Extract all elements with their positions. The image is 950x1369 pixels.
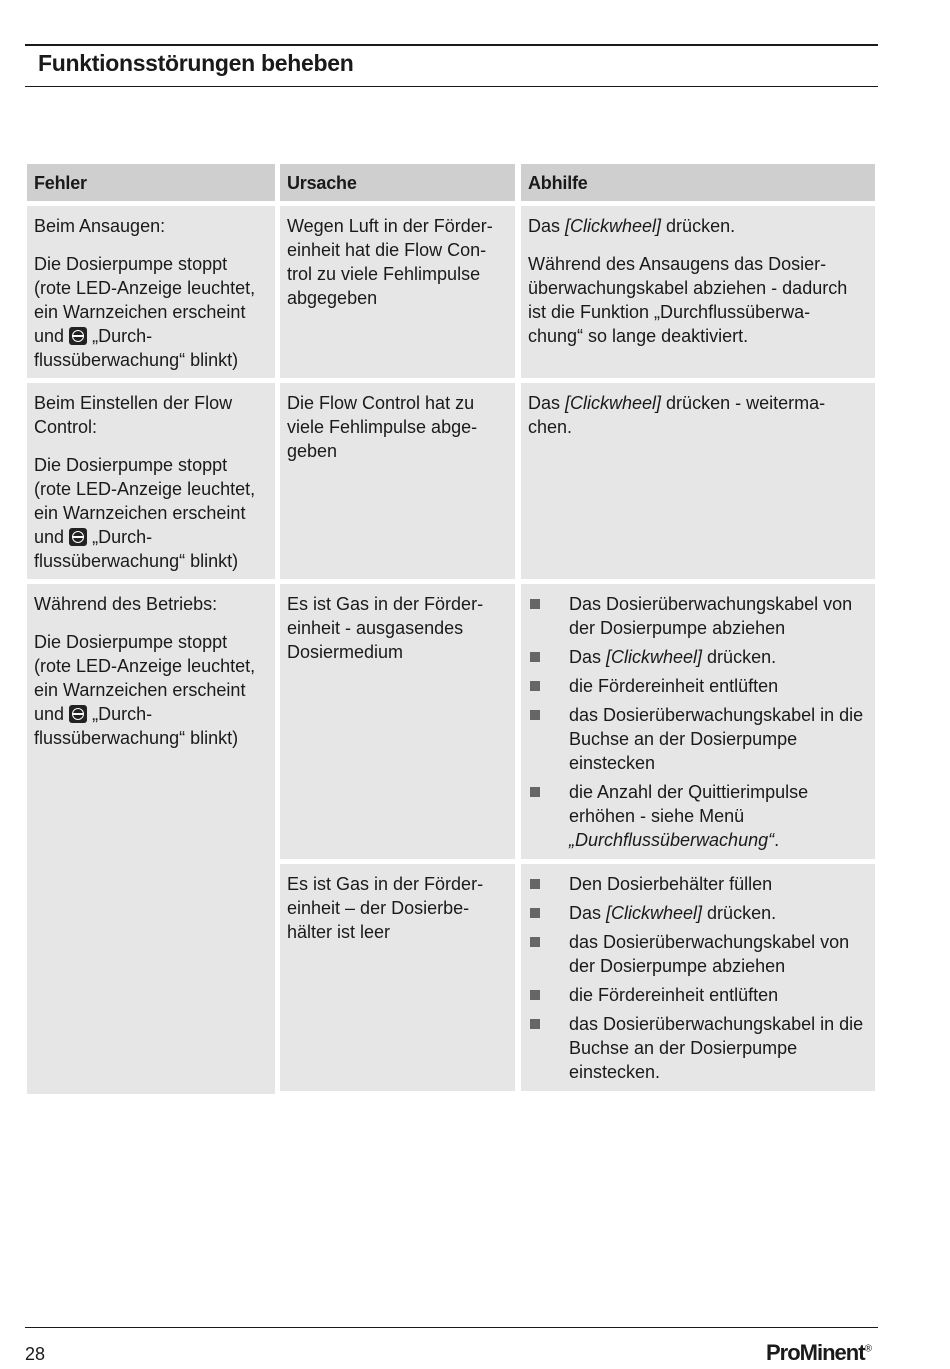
list-item: Das [Clickwheel] drücken. <box>528 645 868 669</box>
row2-abhilfe-1: Das [Clickwheel] drücken - weiterma- chen. <box>528 393 826 437</box>
row1-fehler <box>27 206 275 378</box>
row2-fehler-text: Die Dosierpumpe stoppt (rote LED-Anzeige leuchtet, ein Warnzeichen erscheint und „Durch- flussüberwachung“ blinkt) <box>34 455 256 571</box>
row2-fehler <box>27 383 275 579</box>
row2-abhilfe <box>521 383 875 579</box>
row3-fehler <box>27 584 275 1094</box>
row1-ursache <box>280 206 515 378</box>
prominent-logo: ProMinent® <box>766 1340 871 1365</box>
flow-monitor-icon <box>69 705 87 723</box>
page-title: Funktionsstörungen beheben <box>38 50 354 76</box>
list-item: Das [Clickwheel] drücken. <box>528 901 868 925</box>
row3-fehler-text: Die Dosierpumpe stoppt (rote LED-Anzeige leuchtet, ein Warnzeichen erscheint und „Durch- flussüberwachung“ blinkt) <box>34 632 256 748</box>
row3a-abhilfe-list <box>528 592 868 852</box>
list-item: Das Dosierüberwachungskabel von der Dosierpumpe abziehen <box>528 592 868 640</box>
list-item: die Fördereinheit entlüften <box>528 983 868 1007</box>
header-fehler: Fehler <box>27 164 275 201</box>
row3a-abhilfe <box>521 584 875 859</box>
row3a-ursache <box>280 584 515 859</box>
row1-ursache-text: Wegen Luft in der Förder- einheit hat die Flow Con- trol zu viele Fehlimpulse abgegeben <box>287 216 493 308</box>
row1-fehler-text: Die Dosierpumpe stoppt (rote LED-Anzeige leuchtet, ein Warnzeichen erscheint und „Durch- flussüberwachung“ blinkt) <box>34 254 256 370</box>
header-abhilfe: Abhilfe <box>521 164 875 201</box>
row2-fehler-label: Beim Einstellen der Flow Control: <box>34 393 233 437</box>
list-item: das Dosierüberwachungskabel in die Buchse an der Dosierpumpe einstecken. <box>528 1012 868 1084</box>
row3b-ursache-text: Es ist Gas in der Förder- einheit – der Dosierbe- hälter ist leer <box>287 874 484 942</box>
header-ursache: Ursache <box>280 164 515 201</box>
row3-fehler-label: Während des Betriebs: <box>34 594 218 614</box>
row1-abhilfe-2: Während des Ansaugens das Dosier- überwachungskabel abziehen - dadurch ist die Funktion „Durchflussüberwa- chung“ so lange deaktiviert. <box>528 254 848 346</box>
row3b-abhilfe-list <box>528 872 868 1084</box>
row2-ursache <box>280 383 515 579</box>
row3b-ursache <box>280 864 515 1091</box>
list-item: das Dosierüberwachungskabel in die Buchse an der Dosierpumpe einstecken <box>528 703 868 775</box>
row3a-ursache-text: Es ist Gas in der Förder- einheit - ausgasendes Dosiermedium <box>287 594 484 662</box>
list-item: die Fördereinheit entlüften <box>528 674 868 698</box>
flow-monitor-icon <box>69 327 87 345</box>
title-rule <box>25 86 878 87</box>
row3b-abhilfe <box>521 864 875 1091</box>
row2-ursache-text: Die Flow Control hat zu viele Fehlimpulse abge- geben <box>287 393 478 461</box>
row1-fehler-label: Beim Ansaugen: <box>34 216 166 236</box>
footer-rule <box>25 1327 878 1328</box>
top-rule <box>25 44 878 46</box>
list-item: die Anzahl der Quittierimpulse erhöhen - siehe Menü „Durchflussüberwachung“. <box>528 780 868 852</box>
flow-monitor-icon <box>69 528 87 546</box>
list-item: das Dosierüberwachungskabel von der Dosierpumpe abziehen <box>528 930 868 978</box>
row1-abhilfe-1: Das [Clickwheel] drücken. <box>528 216 736 236</box>
list-item: Den Dosierbehälter füllen <box>528 872 868 896</box>
page-number: 28 <box>25 1344 46 1364</box>
row1-abhilfe <box>521 206 875 378</box>
